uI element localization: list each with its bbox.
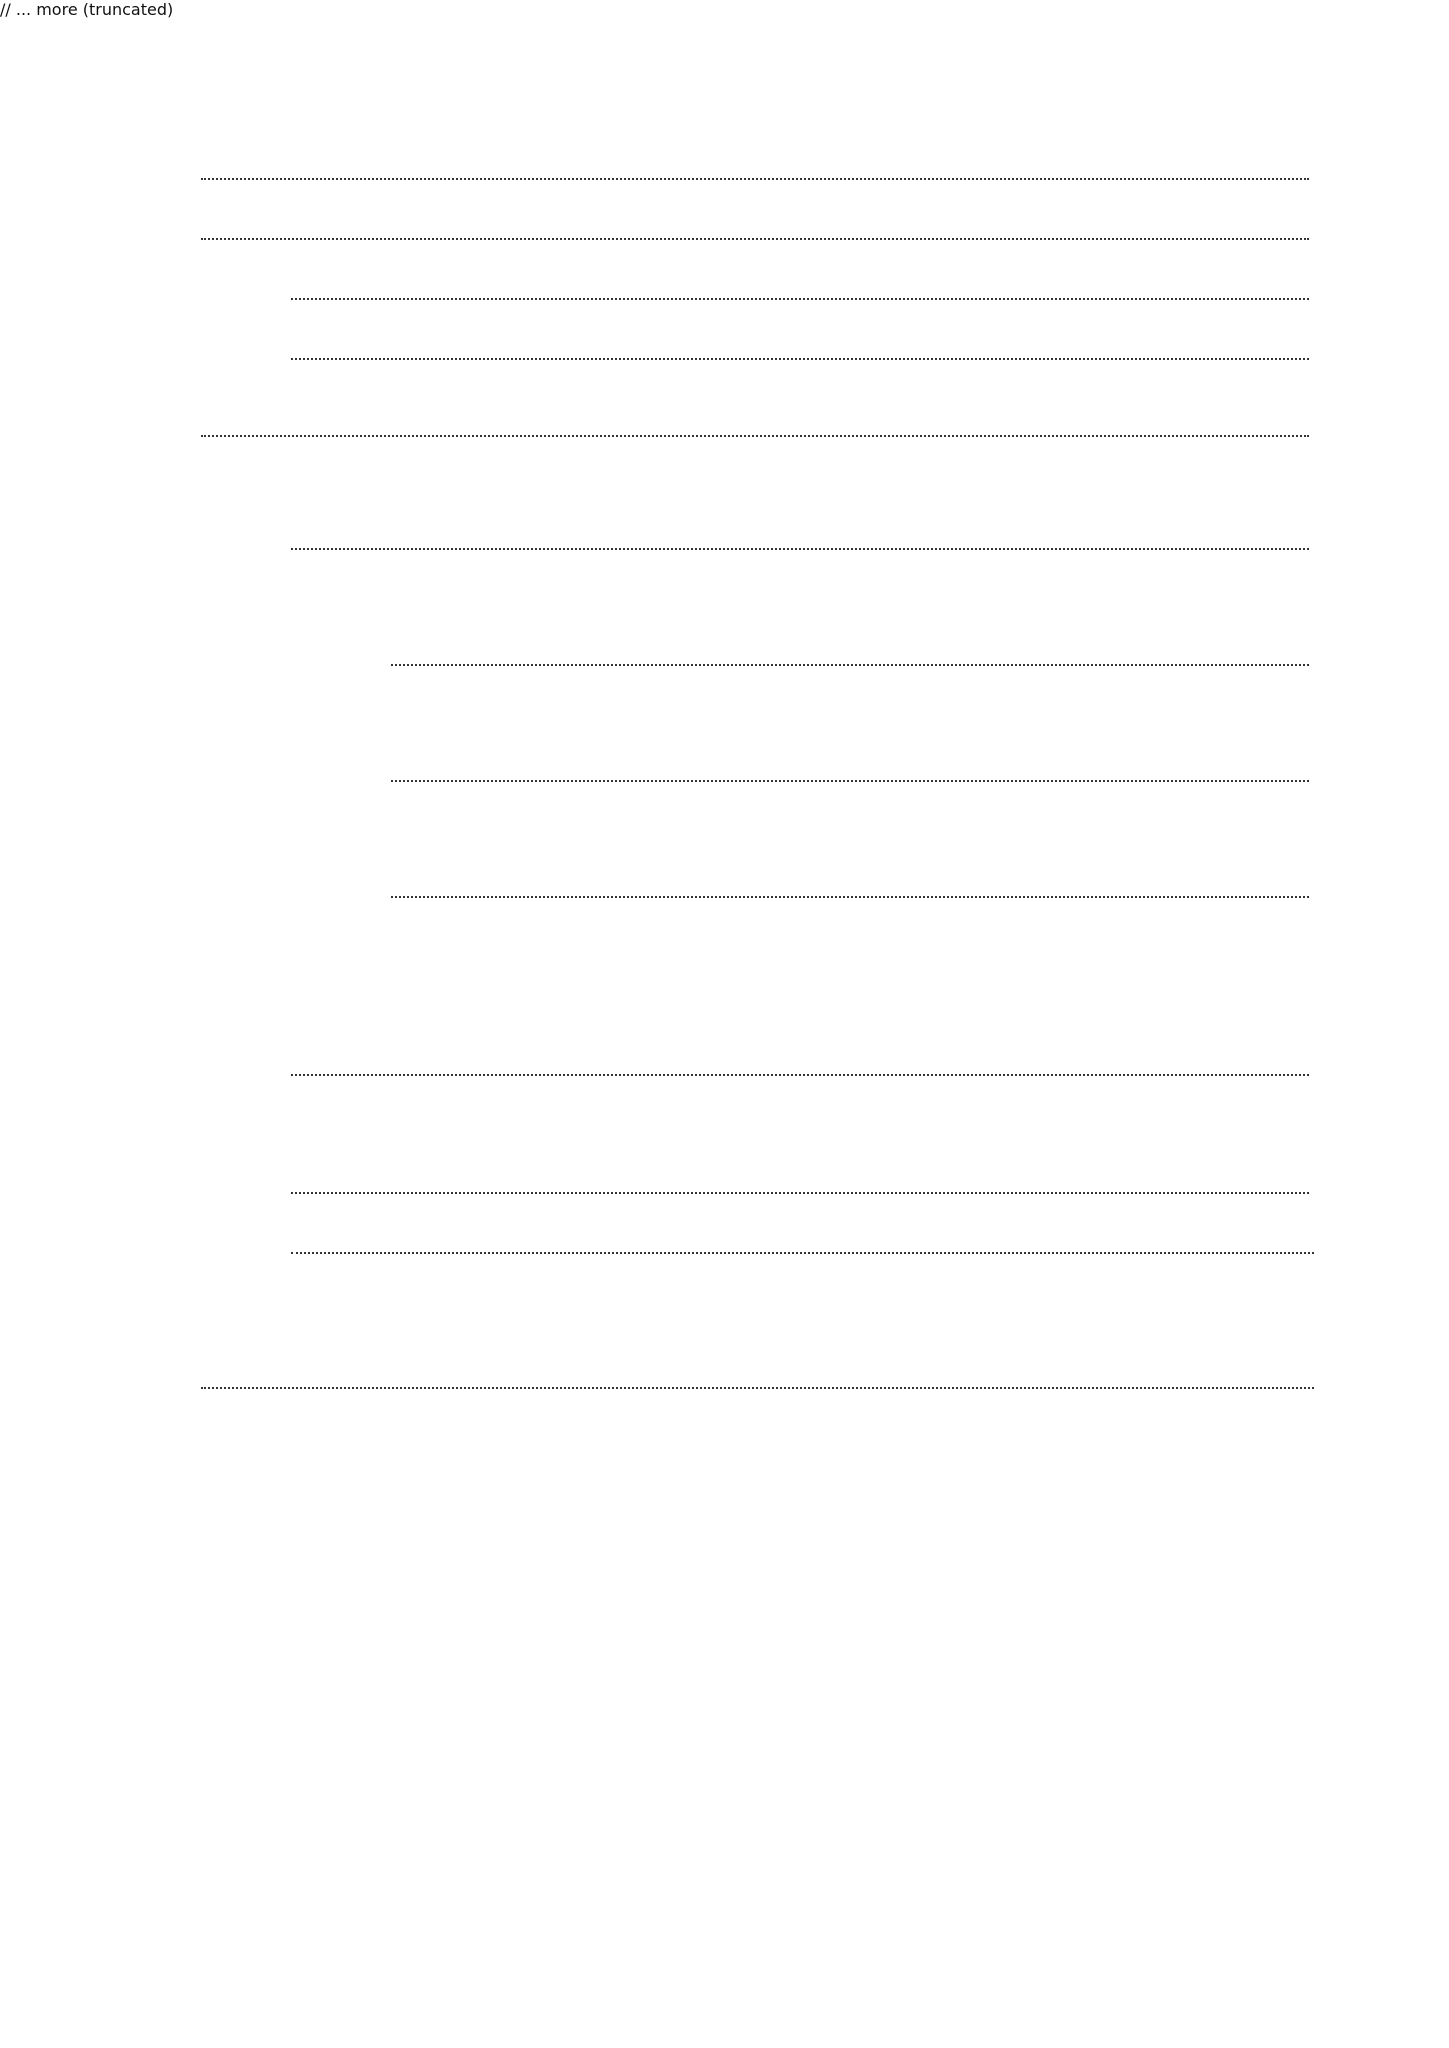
toc-leader-dots	[391, 896, 1309, 898]
toc-leader-dots	[291, 298, 1309, 300]
toc-leader-dots	[291, 358, 1309, 360]
toc-entry-2-1[interactable]	[195, 298, 1315, 308]
toc-leader-dots	[201, 435, 1309, 437]
toc-leader-dots	[391, 780, 1309, 782]
toc-leader-dots	[391, 664, 1309, 666]
toc-leader-dots	[291, 1252, 1314, 1254]
toc-entry-3-1-1-cont[interactable]	[385, 664, 1315, 674]
toc-leader-dots	[291, 1192, 1309, 1194]
toc-leader-dots	[291, 1074, 1309, 1076]
toc-leader-dots	[291, 548, 1309, 550]
toc-entry-3-2-cont2[interactable]	[285, 1074, 1315, 1084]
toc-entry-3-1-cont[interactable]	[285, 548, 1315, 558]
toc-entry-3[interactable]	[145, 435, 1315, 445]
toc-entry-3-3-cont[interactable]	[285, 1192, 1315, 1202]
toc-entry-4-cont[interactable]	[195, 1387, 1320, 1397]
toc-entry-3-4[interactable]	[195, 1252, 1320, 1262]
toc-page: // ... more (truncated)	[0, 0, 1449, 2048]
toc-entry-2[interactable]	[145, 238, 1315, 248]
toc-entry-1[interactable]	[145, 178, 1315, 188]
toc-leader-dots	[201, 1387, 1314, 1389]
toc-entry-2-2[interactable]	[195, 358, 1315, 368]
toc-entry-3-1-2-cont[interactable]	[385, 780, 1315, 790]
toc-leader-dots	[201, 178, 1309, 180]
toc-leader-dots	[201, 238, 1309, 240]
toc-entry-3-1-3-cont[interactable]	[385, 896, 1315, 906]
